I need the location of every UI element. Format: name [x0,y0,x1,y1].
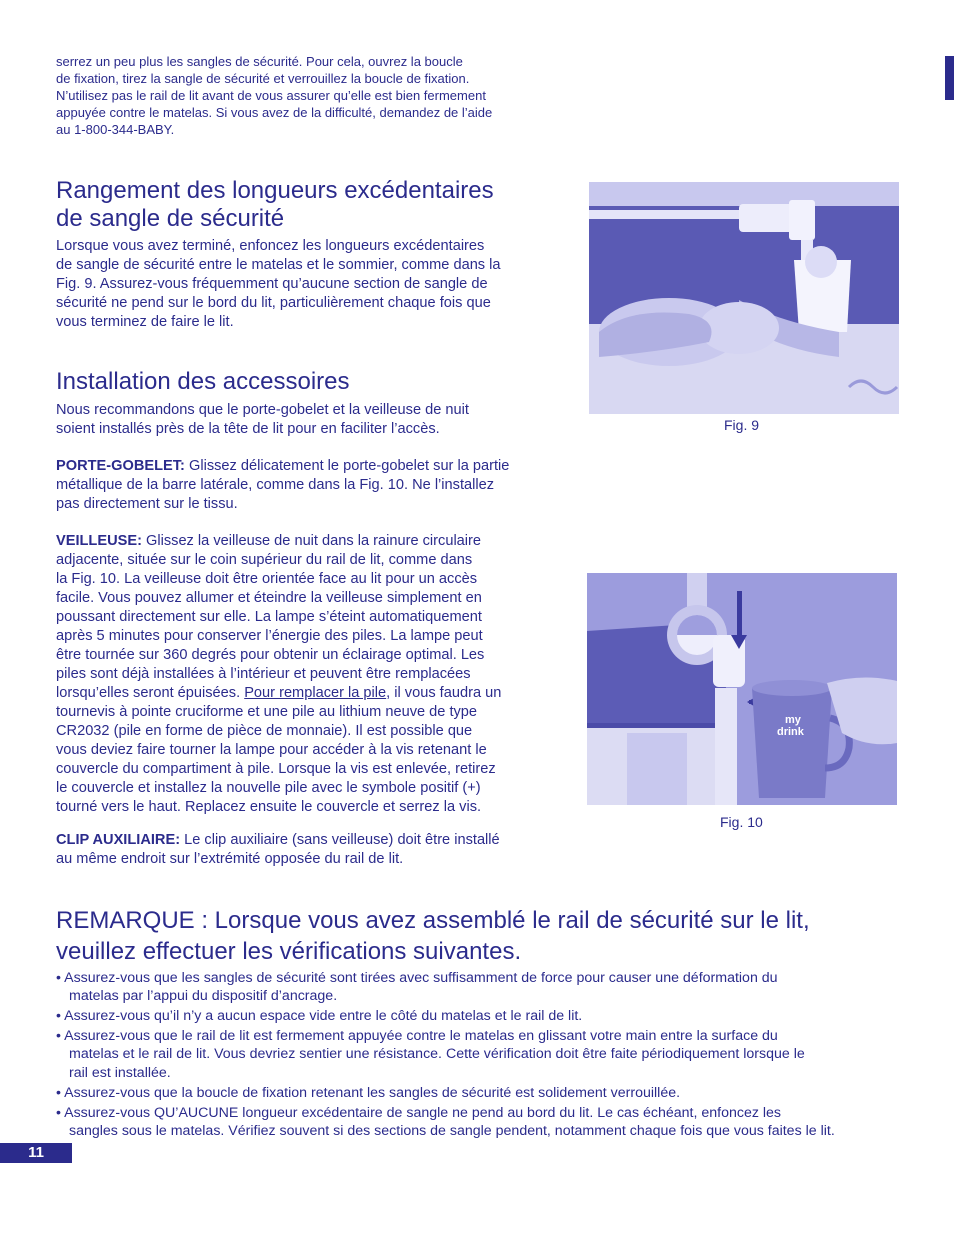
paragraph-line: piles sont déjà installées à l’intérieur et peuvent être remplacées [56,666,471,682]
paragraph-line: la Fig. 10. La veilleuse doit être orientée face au lit pour un accès [56,571,478,587]
list-item-line: sangles sous le matelas. Vérifiez souvent si des sections de sangle pendent, notamment chaque fois que vous faites le lit. [69,1122,835,1139]
list-item-line: • Assurez-vous que le rail de lit est fermement appuyée contre le matelas en glissant votre main entre la surface du [56,1028,778,1045]
figure-10-photo [587,573,897,805]
cup-label-my: my [785,714,801,726]
note-heading [56,905,916,967]
page-number: 11 [28,1144,44,1161]
figure-9-caption: Fig. 9 [724,417,760,433]
paragraph-line: métallique de la barre latérale, comme dans la Fig. 10. Ne l’installez [56,477,495,493]
paragraph-line [56,831,576,850]
paragraph-text: Glissez la veilleuse de nuit dans la rainure circulaire [141,533,482,549]
paragraph-line: vous deviez faire tourner la lampe pour accéder à la vis retenant le [56,742,487,758]
list-item-line: • Assurez-vous que la boucle de fixation retenant les sangles de sécurité est solidement verrouillée. [56,1084,681,1101]
list-item-line: rail est installée. [69,1064,171,1081]
list-item-line: • Assurez-vous qu’il n’y a aucun espace vide entre le côté du matelas et le rail de lit. [56,1008,583,1025]
heading-line: de sangle de sécurité [56,205,285,232]
intro-line: de fixation, tirez la sangle de sécurité et verrouillez la boucle de fixation. [56,71,470,86]
paragraph-line [56,457,576,476]
aux-clip-lead: CLIP AUXILIAIRE: [56,832,181,848]
heading-line: Rangement des longueurs excédentaires [56,177,494,204]
list-item-line: • Assurez-vous que les sangles de sécurité sont tirées avec suffisamment de force pour causer une déformation du [56,970,778,986]
battery-replace-underlined: Pour remplacer la pile [244,685,387,701]
list-item [56,1007,916,1025]
paragraph-line [56,532,576,551]
strap-storage-paragraph [56,237,576,332]
paragraph-line: Fig. 9. Assurez-vous fréquemment qu’aucune section de sangle de [56,276,488,292]
paragraph-line: couvercle du compartiment à pile. Lorsque la vis est enlevée, retirez [56,761,496,777]
cup-holder-lead: PORTE-GOBELET: [56,458,185,474]
intro-line: N’utilisez pas le rail de lit avant de vous assurer qu’elle est bien fermement [56,88,486,103]
aux-clip-paragraph [56,831,576,869]
paragraph-line: être tournée sur 360 degrés pour obtenir un éclairage optimal. Les [56,647,485,663]
paragraph-line: CR2032 (pile en forme de pièce de monnaie). Il est possible que [56,723,473,739]
cup-holder-paragraph [56,457,576,514]
paragraph-line: le couvercle et installez la nouvelle pile avec le symbole positif (+) [56,780,481,796]
list-item-line: matelas et le rail de lit. Vous devriez sentier une résistance. Cette vérification doit être faite périodiquement lorsque le [69,1046,805,1063]
paragraph-text: Le clip auxiliaire (sans veilleuse) doit être installé [180,832,500,848]
paragraph-line [56,684,576,703]
paragraph-text: Glissez délicatement le porte-gobelet sur la partie [184,458,510,474]
side-tab-marker [945,56,954,100]
paragraph-line: pas directement sur le tissu. [56,496,238,512]
paragraph-line: vous terminez de faire le lit. [56,314,234,330]
figure-10-caption: Fig. 10 [720,814,763,830]
paragraph-text: lorsqu’elles seront épuisées. [56,685,245,701]
paragraph-line: Lorsque vous avez terminé, enfoncez les longueurs excédentaires [56,238,485,254]
paragraph-text: , il vous faudra un [386,685,502,701]
night-light-paragraph [56,532,576,817]
paragraph-line: au même endroit sur l’extrémité opposée du rail de lit. [56,851,404,867]
intro-paragraph [56,53,556,138]
list-item [56,969,916,1005]
list-item-line: • Assurez-vous QU’AUCUNE longueur excédentaire de sangle ne pend au bord du lit. Le cas échéant, enfoncez les [56,1104,782,1121]
paragraph-line: facile. Vous pouvez allumer et éteindre la veilleuse simplement en [56,590,482,606]
paragraph-line: sécurité ne pend sur le bord du lit, particulièrement chaque fois que [56,295,491,311]
heading-strap-storage [56,177,576,233]
paragraph-line: de sangle de sécurité entre le matelas et le sommier, comme dans la [56,257,501,273]
verification-list [56,969,916,1142]
note-heading-line: veuillez effectuer les vérifications suivantes. [56,938,522,965]
figure-9-illustration [589,182,899,414]
intro-line: au 1-800-344-BABY. [56,122,175,137]
paragraph-line: soient installés près de la tête de lit pour en faciliter l’accès. [56,421,440,437]
note-heading-line: REMARQUE : Lorsque vous avez assemblé le rail de sécurité sur le lit, [56,907,810,934]
paragraph-line: adjacente, située sur le coin supérieur du rail de lit, comme dans [56,552,473,568]
list-item [56,1104,916,1140]
paragraph-line: Nous recommandons que le porte-gobelet et la veilleuse de nuit [56,402,469,418]
heading-accessories: Installation des accessoires [56,368,350,395]
list-item [56,1084,916,1102]
intro-line: serrez un peu plus les sangles de sécurité. Pour cela, ouvrez la boucle [56,54,463,69]
paragraph-line: tournevis à pointe cruciforme et une pile au lithium neuve de type [56,704,478,720]
accessories-intro [56,401,576,439]
figure-10-illustration [587,573,897,805]
intro-line: appuyée contre le matelas. Si vous avez de la difficulté, demandez de l’aide [56,105,493,120]
paragraph-line: poussant directement sur elle. La lampe s’éteint automatiquement [56,609,482,625]
cup-label-drink: drink [777,726,804,738]
paragraph-line: tourné vers le haut. Replacez ensuite le couvercle et serrez la vis. [56,799,482,815]
list-item-line: matelas par l’appui du dispositif d’ancrage. [69,988,338,1005]
list-item [56,1027,916,1082]
paragraph-line: après 5 minutes pour conserver l’énergie des piles. La lampe peut [56,628,483,644]
night-light-lead: VEILLEUSE: [56,533,142,549]
figure-9-photo [589,182,899,414]
